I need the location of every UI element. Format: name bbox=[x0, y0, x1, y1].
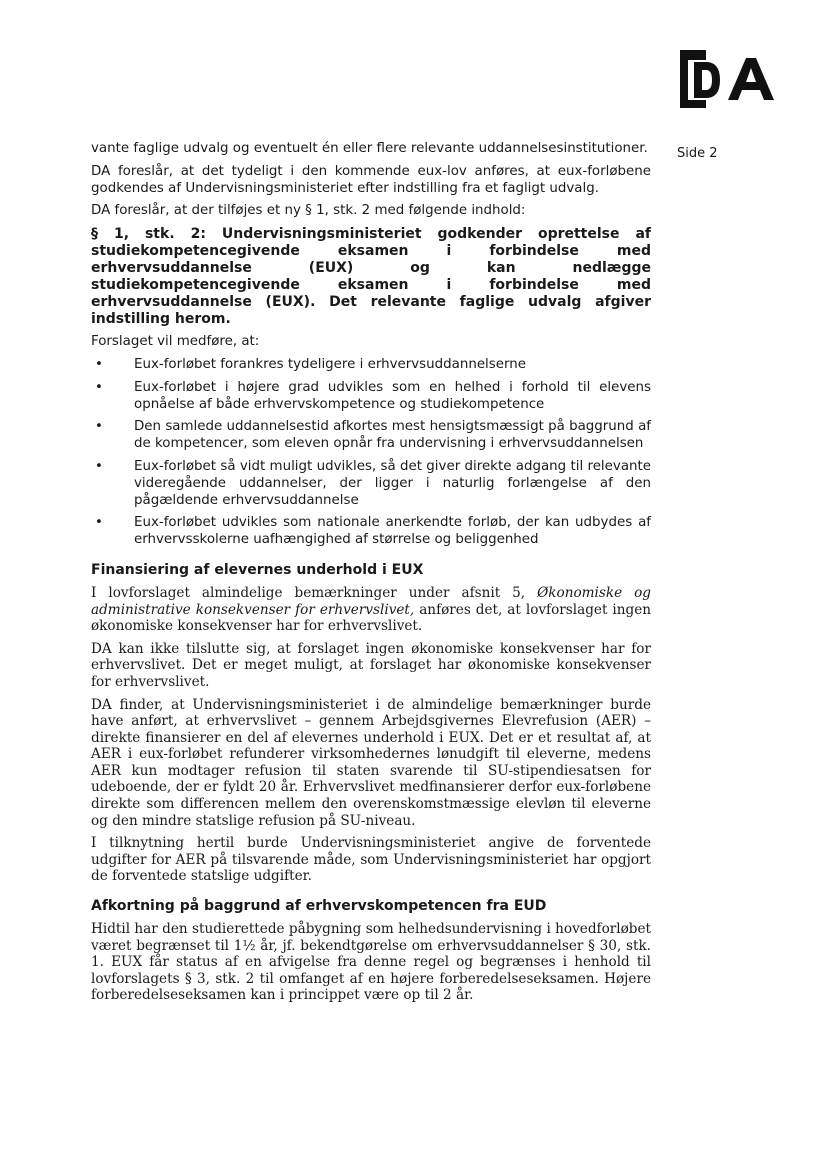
paragraph: Forslaget vil medføre, at: bbox=[91, 334, 260, 350]
paragraph: vante faglige udvalg og eventuelt én eller flere relevante uddannelsesinstitutioner. bbox=[91, 141, 648, 156]
paragraph: DA foreslår, at der tilføjes et ny § 1, stk. 2 med følgende indhold: bbox=[91, 203, 526, 219]
list-item: • Eux-forløbet forankres tydeligere i erhvervsuddannelserne bbox=[91, 357, 651, 374]
paragraph: I tilknytning hertil burde Undervisningsministeriet angive de forventede udgifter for AER på tilsvarende måde, som Undervisningsministeriet har opgjort de forventede statslige udgifter. bbox=[91, 835, 651, 885]
paragraph bbox=[91, 585, 651, 635]
list-item: • Den samlede uddannelsestid afkortes mest hensigtsmæssigt på baggrund af de kompetencer, som eleven opnår fra undervisning i erhvervsuddannelsen bbox=[91, 419, 651, 453]
da-logo bbox=[676, 48, 788, 110]
logo-d-shape bbox=[680, 50, 706, 108]
text-run: anføres det, at lovforslaget ingen økonomiske konsekvenser har for erhvervslivet. bbox=[91, 601, 652, 635]
bullet-list bbox=[91, 357, 651, 549]
paragraph: DA kan ikke tilslutte sig, at forslaget ingen økonomiske konsekvenser har for erhvervslivet. Det er meget muligt, at forslaget har økonomiske konsekvenser for erhvervslivet. bbox=[91, 640, 651, 690]
list-item: • Eux-forløbet udvikles som nationale anerkendte forløb, der kan udbydes af erhvervsskolerne uafhængighed af størrelse og beliggenhed bbox=[91, 515, 651, 549]
section-heading: Finansiering af elevernes underhold i EUX bbox=[91, 561, 424, 578]
section-heading: Afkortning på baggrund af erhvervskompetencen fra EUD bbox=[91, 898, 547, 915]
logo-a-shape bbox=[728, 58, 774, 100]
page-number: Side 2 bbox=[677, 146, 718, 161]
paragraph: DA finder, at Undervisningsministeriet i de almindelige bemærkninger burde have anført, at erhvervslivet – gennem Arbejdsgivernes Elevrefusion (AER) – direkte finansierer en del af elevernes underhold i EUX. Det er et resultat af, at AER i eux-forløbet refunderer virksomhedernes lønudgift til eleverne, medens AER kun modtager refusion til staten svarende til SU-stipendiesatsen for udeboende, der er fyldt 20 år. Erhvervslivet medfinansierer derfor eux-forløbene direkte som differencen mellem den overenskomstmæssige elevløn til eleverne og den mindre statslige refusion på SU-niveau. bbox=[91, 696, 651, 829]
text-run: I lovforslaget almindelige bemærkninger under afsnit 5, bbox=[91, 584, 538, 601]
list-item: • Eux-forløbet så vidt muligt udvikles, så det giver direkte adgang til relevante videregående uddannelser, der ligger i naturlig forlængelse af den pågældende erhvervsuddannelse bbox=[91, 459, 651, 509]
letter-body bbox=[91, 141, 651, 1010]
list-item: • Eux-forløbet i højere grad udvikles som en helhed i forhold til elevens opnåelse af både erhvervskompetence og studiekompetence bbox=[91, 380, 651, 414]
paragraph: DA foreslår, at det tydeligt i den kommende eux-lov anføres, at eux-forløbene godkendes af Undervisningsministeriet efter indstilling fra et fagligt udvalg. bbox=[91, 163, 651, 196]
logo-d-inner bbox=[694, 62, 720, 98]
proposed-provision: § 1, stk. 2: Undervisningsministeriet godkender oprettelse af studiekompetencegivende eksamen i forbindelse med erhvervsuddannelse (EUX) og kan nedlægge studiekompetencegivende eksamen i forbindelse med erhvervsuddannelse (EUX). Det relevante faglige udvalg afgiver indstilling herom. bbox=[91, 226, 651, 328]
italic-title: Økonomiske og administrative konsekvenser for erhvervslivet, bbox=[91, 584, 651, 618]
paragraph: Hidtil har den studierettede påbygning som helhedsundervisning i hovedforløbet været begrænset til 1½ år, jf. bekendtgørelse om erhvervsuddannelser § 30, stk. 1. EUX får status af en afvigelse fra denne regel og begrænses i henhold til lovforslagets § 3, stk. 2 til omfanget af en højere forberedelseseksamen. Højere forberedelseseksamen kan i princippet være op til 2 år. bbox=[91, 921, 651, 1004]
